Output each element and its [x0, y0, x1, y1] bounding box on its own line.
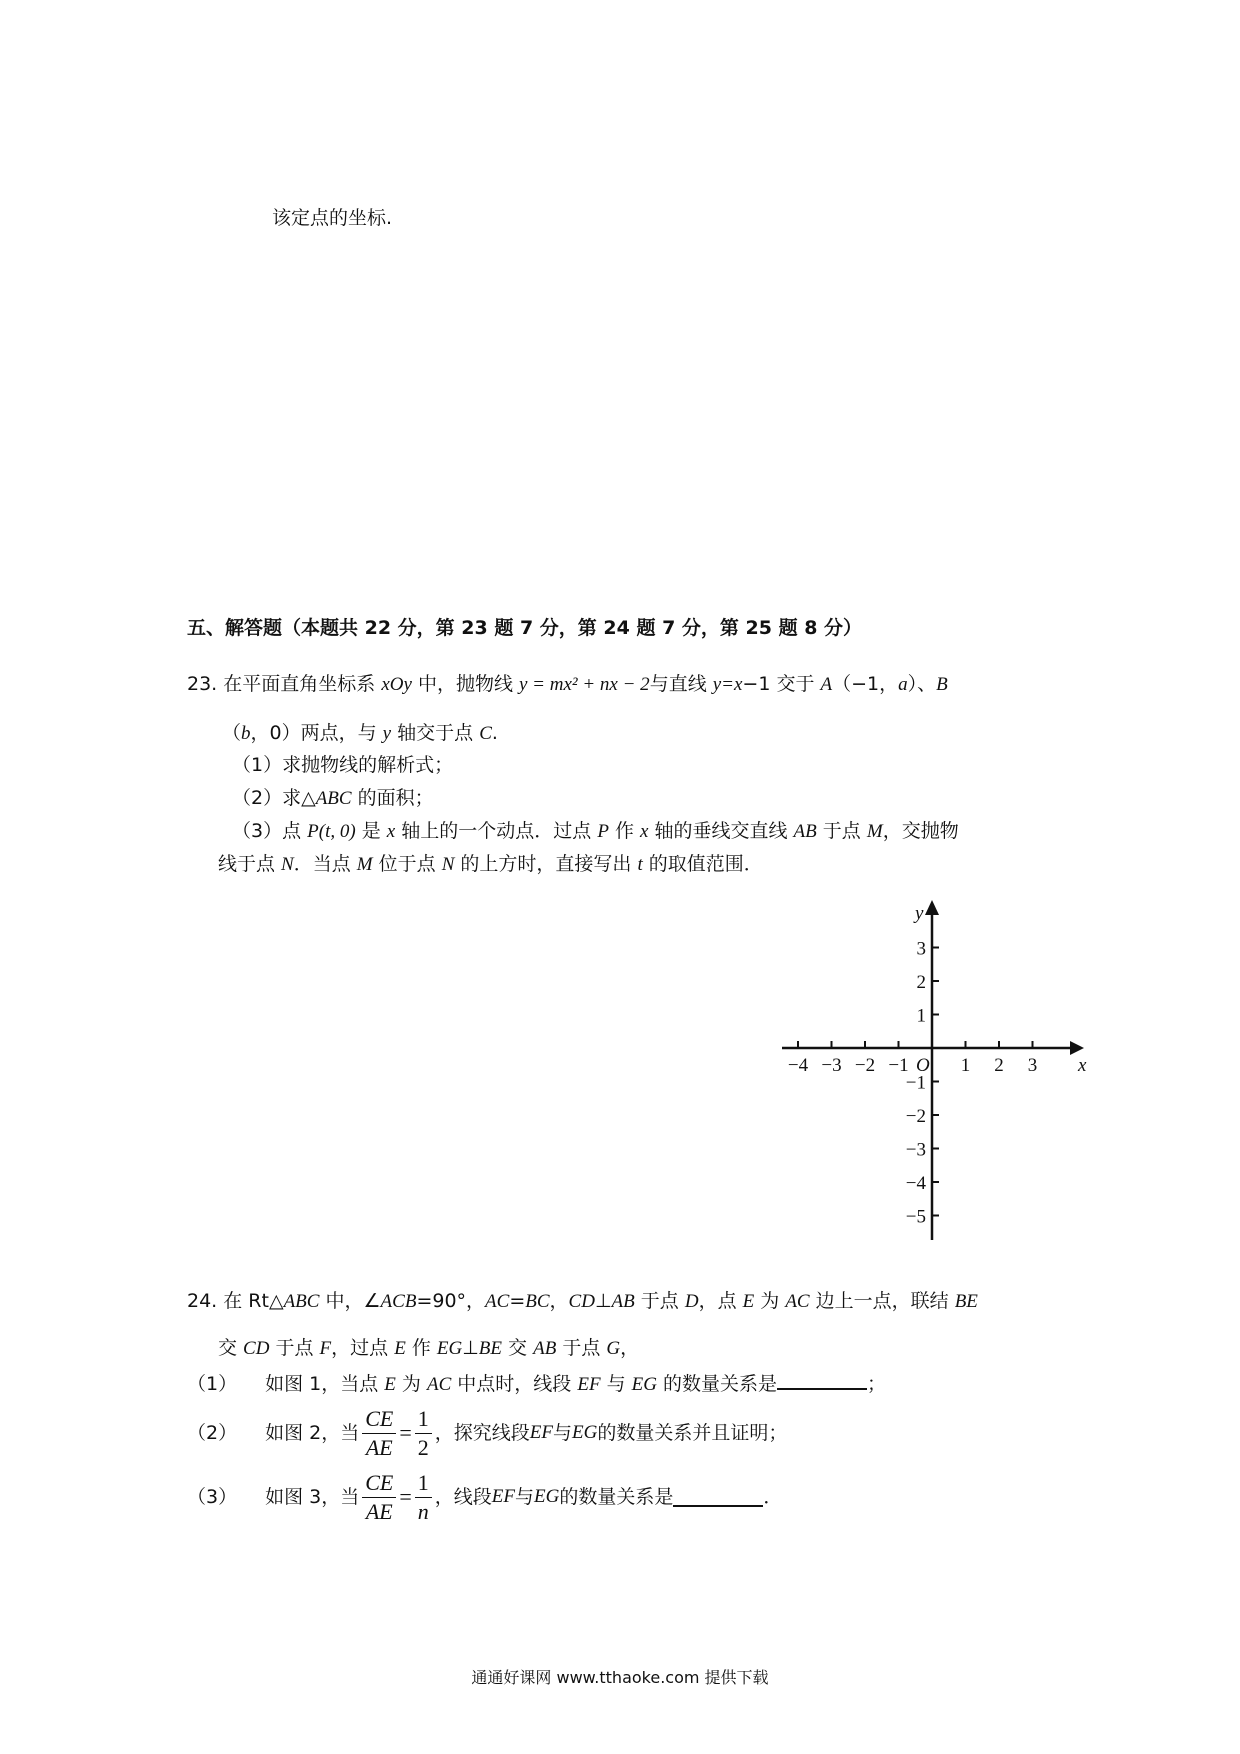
math-D: D — [684, 1291, 699, 1312]
math-AB: AB — [533, 1338, 557, 1359]
text: 中，抛物线 — [411, 673, 519, 695]
math-M: M — [866, 821, 883, 842]
text: ； — [867, 1373, 887, 1395]
text: ，线段 — [434, 1486, 492, 1508]
math-CD: CD — [568, 1291, 595, 1312]
text: 与 — [515, 1486, 535, 1508]
x-tick-label: 3 — [1027, 1055, 1038, 1076]
text: 是 — [355, 820, 387, 842]
math-B: B — [936, 674, 948, 695]
math-A: A — [820, 674, 833, 695]
y-axis-arrow-icon — [925, 900, 939, 915]
y-tick-label: −2 — [905, 1106, 926, 1127]
y-tick-label: 1 — [916, 1005, 926, 1027]
x-tick-label: 2 — [994, 1055, 1004, 1076]
text: 于点 — [816, 820, 867, 842]
math-x: x — [640, 821, 649, 842]
part-number: （2） — [187, 1422, 238, 1444]
text: −1 交于 — [742, 673, 821, 695]
x-axis-label: x — [1078, 1055, 1087, 1076]
math-y: y — [382, 723, 392, 744]
math-CD: CD — [243, 1338, 270, 1359]
text: . — [491, 722, 498, 744]
math-EF: EF — [529, 1422, 554, 1443]
y-tick-label: 2 — [916, 972, 926, 993]
math-ABC: ABC — [283, 1291, 320, 1312]
q22-tail: 该定点的坐标. — [272, 207, 393, 229]
math-xoy: xOy — [381, 674, 412, 695]
math-EF: EF — [577, 1374, 601, 1395]
math-line: y=x — [712, 674, 743, 695]
fraction-one-over-n — [415, 1469, 432, 1526]
math-C: C — [479, 723, 492, 744]
text: 的面积； — [351, 787, 434, 809]
text: 中，∠ — [319, 1290, 381, 1312]
text: 如图 2，当 — [265, 1422, 360, 1444]
math-t: t — [637, 854, 643, 875]
q24-line2 — [218, 1335, 639, 1362]
text: （2）求△ — [232, 787, 316, 809]
x-ticks — [788, 1041, 1037, 1076]
x-tick-label: −1 — [888, 1055, 909, 1076]
math-N: N — [441, 854, 455, 875]
text: ，探究线段 — [434, 1422, 530, 1444]
text: 在 Rt△ — [223, 1290, 284, 1312]
equals-sign: = — [399, 1484, 412, 1509]
fraction-ce-ae — [362, 1405, 396, 1462]
fraction-denominator: 2 — [417, 1434, 429, 1460]
text: ，过点 — [331, 1337, 395, 1359]
fraction-ce-ae — [362, 1469, 396, 1526]
text: 作 — [405, 1337, 437, 1359]
text: 为 — [395, 1373, 427, 1395]
text: 交 — [218, 1337, 244, 1359]
math-EF: EF — [491, 1486, 516, 1507]
math-AB: AB — [793, 821, 817, 842]
math-E: E — [384, 1374, 396, 1395]
answer-blank[interactable] — [673, 1487, 763, 1507]
q23-line1 — [187, 671, 948, 698]
y-tick-label: −4 — [905, 1173, 926, 1194]
text: ． — [763, 1486, 783, 1508]
text: 轴上的一个动点．过点 — [395, 820, 598, 842]
text: 的数量关系是 — [559, 1486, 674, 1508]
math-EG: EG — [436, 1338, 463, 1359]
text: ．当点 — [293, 853, 357, 875]
text: 交 — [502, 1337, 534, 1359]
text: 如图 1，当点 — [265, 1373, 385, 1395]
math-E: E — [742, 1291, 755, 1312]
math-E: E — [394, 1338, 406, 1359]
q23-part1: （1）求抛物线的解析式； — [232, 754, 454, 776]
fraction-numerator: CE — [362, 1469, 396, 1498]
q23-part3-line2 — [218, 851, 763, 878]
section-title: 五、解答题（本题共 22 分，第 23 题 7 分，第 24 题 7 分，第 25 题 8 分） — [187, 617, 863, 639]
q24-part2 — [187, 1400, 787, 1466]
text: 位于点 — [372, 853, 442, 875]
text: 作 — [608, 820, 641, 842]
text: ⊥ — [462, 1337, 479, 1359]
y-tick-label: −1 — [905, 1072, 926, 1094]
text: ，交抛物 — [882, 820, 959, 842]
text: 于点 — [556, 1337, 607, 1359]
text: 轴交于点 — [391, 722, 480, 744]
text: 为 — [754, 1290, 786, 1312]
math-BE: BE — [478, 1338, 503, 1359]
text: 与 — [553, 1422, 573, 1444]
text: 于点 — [269, 1337, 320, 1359]
fraction-one-half — [415, 1405, 432, 1462]
q23-line2 — [222, 720, 498, 747]
text: 在平面直角坐标系 — [223, 673, 382, 695]
q24-number: 24. — [187, 1290, 218, 1312]
answer-blank[interactable] — [777, 1370, 867, 1390]
fraction-denominator: AE — [365, 1434, 393, 1460]
text: 边上一点，联结 — [809, 1290, 955, 1312]
math-M: M — [356, 854, 373, 875]
x-axis-arrow-icon — [1070, 1041, 1084, 1055]
q23-part3-line1 — [232, 818, 959, 845]
q24-part3 — [187, 1464, 782, 1530]
text: 的数量关系是 — [656, 1373, 778, 1395]
text: 的数量关系并且证明； — [597, 1422, 788, 1444]
math-a: a — [898, 674, 908, 695]
text: （3）点 — [232, 820, 308, 842]
math-x: x — [386, 821, 396, 842]
q24-part1 — [187, 1370, 886, 1398]
text: 中点时，线段 — [451, 1373, 578, 1395]
q23-part2 — [232, 785, 434, 812]
text: ）、 — [907, 673, 937, 695]
q24-line1 — [187, 1288, 978, 1315]
text: 的取值范围． — [642, 853, 763, 875]
fraction-numerator: 1 — [415, 1405, 432, 1434]
math-EG: EG — [534, 1486, 560, 1507]
math-BC: BC — [525, 1291, 550, 1312]
text: 与直线 — [649, 673, 713, 695]
text: ， — [620, 1337, 640, 1359]
math-AC: AC — [426, 1374, 452, 1395]
part-number: （3） — [187, 1486, 238, 1508]
text: （ — [222, 722, 242, 744]
x-tick-label: −2 — [854, 1055, 876, 1076]
coordinate-axes-figure — [770, 895, 1090, 1240]
y-axis-label: y — [915, 903, 924, 924]
math-P: P — [597, 821, 609, 842]
equals-sign: = — [399, 1420, 412, 1445]
math-BE: BE — [954, 1291, 978, 1312]
text: 的上方时，直接写出 — [454, 853, 638, 875]
y-tick-label: −3 — [905, 1139, 926, 1161]
text: 如图 3，当 — [265, 1486, 360, 1508]
text: ，0）两点，与 — [250, 722, 383, 744]
footer-text: 通通好课网 www.tthaoke.com 提供下载 — [471, 1668, 769, 1687]
text: ， — [549, 1290, 569, 1312]
text: 线于点 — [218, 853, 282, 875]
q23-number: 23. — [187, 673, 218, 695]
math-EG: EG — [631, 1374, 657, 1395]
math-N: N — [281, 854, 294, 875]
origin-label: O — [916, 1055, 930, 1076]
text: = — [509, 1290, 526, 1312]
math-b: b — [241, 723, 251, 744]
text: （−1， — [832, 673, 899, 695]
math-AB: AB — [611, 1291, 635, 1312]
part-number: （1） — [187, 1373, 238, 1395]
fraction-denominator: n — [417, 1498, 429, 1524]
math-AC: AC — [785, 1291, 810, 1312]
text: 轴的垂线交直线 — [648, 820, 794, 842]
y-ticks — [906, 939, 939, 1228]
y-tick-label: −5 — [905, 1206, 926, 1228]
math-F: F — [319, 1338, 332, 1359]
y-tick-label: 3 — [916, 938, 926, 960]
x-tick-label: −4 — [787, 1055, 809, 1076]
x-tick-label: −3 — [821, 1055, 842, 1076]
x-tick-label: 1 — [960, 1055, 971, 1076]
fraction-numerator: 1 — [415, 1469, 432, 1498]
math-ACB: ACB — [380, 1291, 417, 1312]
text: ，点 — [698, 1290, 743, 1312]
math-parabola: y = mx² + nx − 2 — [519, 674, 650, 695]
math-EG: EG — [572, 1422, 598, 1443]
text: =90°， — [416, 1290, 486, 1312]
math-P: P(t, 0) — [307, 821, 356, 842]
text: 于点 — [634, 1290, 685, 1312]
text: 与 — [600, 1373, 632, 1395]
math-AC: AC — [485, 1291, 510, 1312]
text: ⊥ — [594, 1290, 612, 1312]
fraction-numerator: CE — [362, 1405, 396, 1434]
fraction-denominator: AE — [365, 1498, 393, 1524]
math-ABC: ABC — [315, 788, 352, 809]
math-G: G — [606, 1338, 621, 1359]
